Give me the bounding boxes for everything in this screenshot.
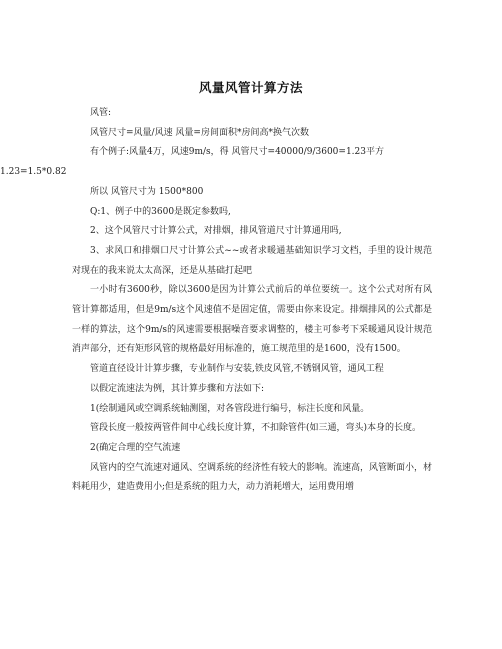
paragraph-pipe-design: 管道直径设计计算步骤，专业制作与安装,铁皮风管,不锈钢风管，通风工程 [90,364,384,375]
document-body [0,104,433,498]
paragraph-formula: 风管尺寸=风量/风速 风量=房间面积*房间高*换气次数 [90,127,309,138]
paragraph-question-3: 3、求风口和排烟口尺寸计算公式~~或者求暖通基础知识学习文档，手里的设计规范对现在的我来说太太高深，还是从基础打起吧 [72,245,432,276]
paragraph-question-2: 2、这个风管尺寸计算公式，对排烟，排风管道尺寸计算通用吗, [90,226,342,237]
document-title: 风量风管计算方法 [198,80,303,95]
paragraph-step-1: 1(绘制通风或空调系统轴测图，对各管段进行编号，标注长度和风量。 [90,403,370,414]
paragraph-question-1: Q:1、例子中的3600是既定参数吗, [90,206,231,217]
paragraph-feng-guan: 风管: [90,108,112,118]
paragraph-example-result: 1.23=1.5*0.82 [0,167,67,178]
paragraph-example: 有个例子:风量4万，风速9m/s，得 风管尺寸=40000/9/3600=1.23平方 [90,147,384,158]
paragraph-assumed-velocity: 以假定流速法为例，其计算步骤和方法如下: [90,383,265,394]
paragraph-answer: 一小时有3600秒，除以3600是因为计算公式前后的单位要统一。这个公式对所有风管计算都适用，但是9m/s这个风速值不是固定值，需要由你来设定。排烟排风的公式都是一样的算法，这个9m/s的风速需要根据噪音要求调整的，楼主可参考下采暖通风设计规范消声部分，还有矩形风管的规格最好用标准的，施工规范里的是1600，没有1500。 [72,285,432,355]
paragraph-size-conclusion: 所以 风管尺寸为 1500*800 [90,186,204,197]
paragraph-air-velocity: 风管内的空气流速对通风、空调系统的经济性有较大的影响。流速高，风管断面小，材料耗用少，建造费用小;但是系统的阻力大，动力消耗增大，运用费用增 [72,462,433,493]
paragraph-segment-length: 管段长度一般按两管件间中心线长度计算，不扣除管件(如三通，弯头)本身的长度。 [90,423,422,434]
paragraph-step-2: 2(确定合理的空气流速 [90,442,181,453]
